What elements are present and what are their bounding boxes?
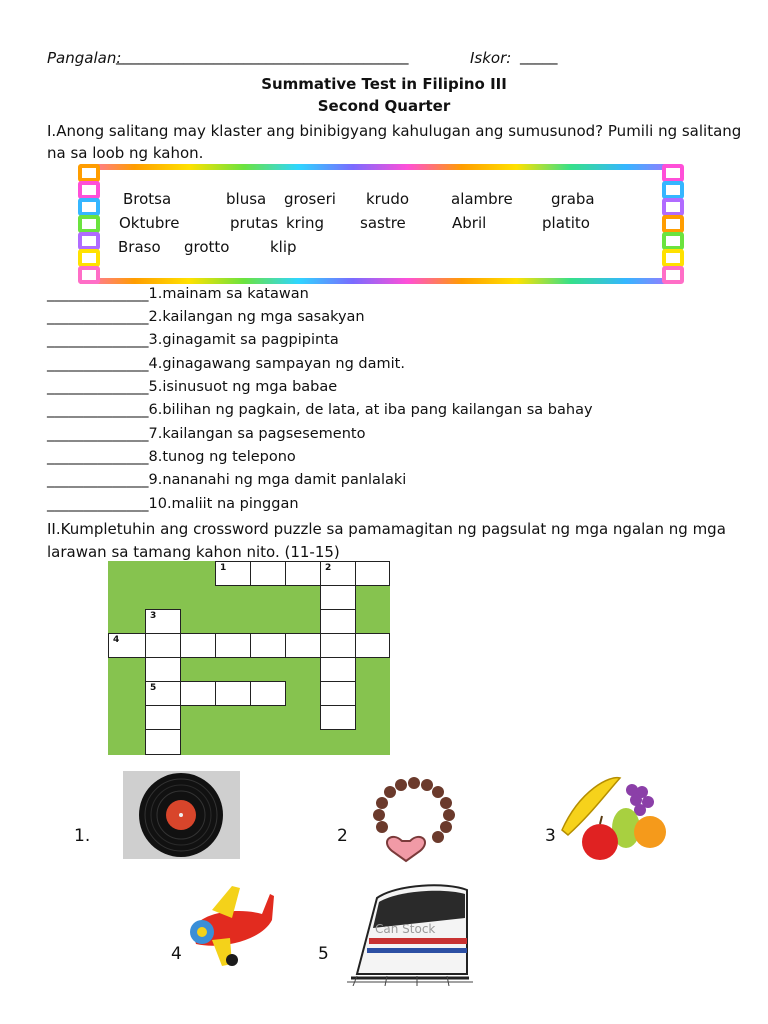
page-subtitle: Second Quarter	[317, 97, 451, 115]
list-item	[47, 356, 405, 372]
crossword-cell[interactable]: 3	[145, 609, 181, 634]
list-item	[47, 332, 339, 348]
word-box-chain-left	[78, 164, 100, 284]
crossword-cell[interactable]	[145, 705, 181, 730]
word: Brotsa	[123, 190, 172, 208]
answer-blank[interactable]: ______________	[47, 286, 149, 302]
word: klip	[270, 238, 297, 256]
word-box-chain-right	[662, 164, 684, 284]
list-item	[47, 472, 406, 488]
word: Abril	[452, 214, 487, 232]
answer-blank[interactable]: ______________	[47, 402, 149, 418]
score-blank[interactable]: _____	[520, 47, 558, 65]
word: sastre	[360, 214, 406, 232]
word: alambre	[451, 190, 513, 208]
crossword-cell[interactable]: 5	[145, 681, 181, 706]
crossword-cell[interactable]	[285, 561, 321, 586]
word: prutas	[230, 214, 279, 232]
bracelet-icon	[364, 775, 464, 865]
item-text: 8.tunog ng telepono	[148, 449, 296, 465]
crossword-cell[interactable]	[250, 681, 286, 706]
answer-blank[interactable]: ______________	[47, 426, 149, 442]
train-icon	[347, 878, 473, 986]
crossword-cell[interactable]	[355, 561, 390, 586]
crossword-cell[interactable]	[145, 633, 181, 658]
crossword-cell[interactable]	[145, 729, 181, 755]
list-item	[47, 286, 309, 302]
list-item	[47, 379, 337, 395]
crossword-cell[interactable]	[320, 681, 356, 706]
item-text: 6.bilihan ng pagkain, de lata, at iba pang kailangan sa bahay	[148, 402, 593, 418]
item-text: 5.isinusuot ng mga babae	[148, 379, 338, 395]
answer-blank[interactable]: ______________	[47, 496, 149, 512]
crossword-cell[interactable]	[320, 657, 356, 682]
word: grotto	[184, 238, 230, 256]
part2-instruction: II.Kumpletuhin ang crossword puzzle sa pamamagitan ng pagsulat ng mga ngalan ng mga	[47, 520, 726, 538]
watermark-text: Can Stock	[375, 922, 436, 936]
word: graba	[551, 190, 595, 208]
picture-label: 2	[337, 826, 348, 846]
crossword-cell[interactable]	[355, 633, 390, 658]
word: platito	[542, 214, 590, 232]
crossword-cell[interactable]	[320, 609, 356, 634]
word: Braso	[118, 238, 161, 256]
crossword-cell[interactable]: 1	[215, 561, 251, 586]
crossword-cell[interactable]	[180, 633, 216, 658]
picture-label: 1.	[74, 826, 91, 846]
item-text: 1.mainam sa katawan	[148, 286, 309, 302]
toy-airplane-icon	[182, 880, 278, 970]
answer-blank[interactable]: ______________	[47, 309, 149, 325]
crossword-cell[interactable]: 4	[108, 633, 146, 658]
crossword-cell[interactable]	[320, 585, 356, 610]
picture-label: 4	[171, 944, 182, 964]
word: kring	[286, 214, 325, 232]
item-text: 10.maliit na pinggan	[148, 496, 299, 512]
picture-label: 5	[318, 944, 329, 964]
word: Oktubre	[119, 214, 180, 232]
item-text: 9.nananahi ng mga damit panlalaki	[148, 472, 407, 488]
answer-blank[interactable]: ______________	[47, 356, 149, 372]
crossword-cell[interactable]: 2	[320, 561, 356, 586]
list-item	[47, 426, 365, 442]
crossword-cell[interactable]	[215, 633, 251, 658]
picture-label: 3	[545, 826, 556, 846]
answer-blank[interactable]: ______________	[47, 449, 149, 465]
crossword-cell[interactable]	[145, 657, 181, 682]
page-title: Summative Test in Filipino III	[261, 75, 507, 93]
crossword-cell[interactable]	[215, 681, 251, 706]
word-box	[80, 164, 680, 284]
score-label: Iskor:	[470, 49, 512, 67]
crossword-grid	[108, 561, 390, 755]
vinyl-record-icon	[123, 771, 240, 859]
item-text: 3.ginagamit sa pagpipinta	[148, 332, 339, 348]
answer-blank[interactable]: ______________	[47, 379, 149, 395]
name-blank[interactable]: _______________________________________	[116, 47, 409, 65]
word: blusa	[226, 190, 267, 208]
answer-blank[interactable]: ______________	[47, 332, 149, 348]
fruits-icon	[560, 770, 670, 865]
crossword-cell[interactable]	[320, 633, 356, 658]
word-box-border-top	[80, 164, 680, 170]
word: groseri	[284, 190, 336, 208]
word-box-border-bottom	[80, 278, 680, 284]
item-text: 4.ginagawang sampayan ng damit.	[148, 356, 405, 372]
crossword-cell[interactable]	[320, 705, 356, 730]
crossword-cell[interactable]	[250, 633, 286, 658]
word: krudo	[366, 190, 410, 208]
list-item	[47, 309, 365, 325]
crossword-cell[interactable]	[180, 681, 216, 706]
item-text: 7.kailangan sa pagsesemento	[148, 426, 366, 442]
answer-blank[interactable]: ______________	[47, 472, 149, 488]
list-item	[47, 402, 593, 418]
part1-instruction: I.Anong salitang may klaster ang binibigyang kahulugan ang sumusunod? Pumili ng salitang	[47, 122, 742, 140]
crossword-cell[interactable]	[250, 561, 286, 586]
crossword-cell[interactable]	[285, 633, 321, 658]
list-item	[47, 449, 296, 465]
item-text: 2.kailangan ng mga sasakyan	[148, 309, 365, 325]
part1-instruction-cont: na sa loob ng kahon.	[47, 144, 204, 162]
list-item	[47, 496, 299, 512]
name-label: Pangalan:	[47, 49, 122, 67]
part2-instruction-cont: larawan sa tamang kahon nito. (11-15)	[47, 543, 340, 561]
